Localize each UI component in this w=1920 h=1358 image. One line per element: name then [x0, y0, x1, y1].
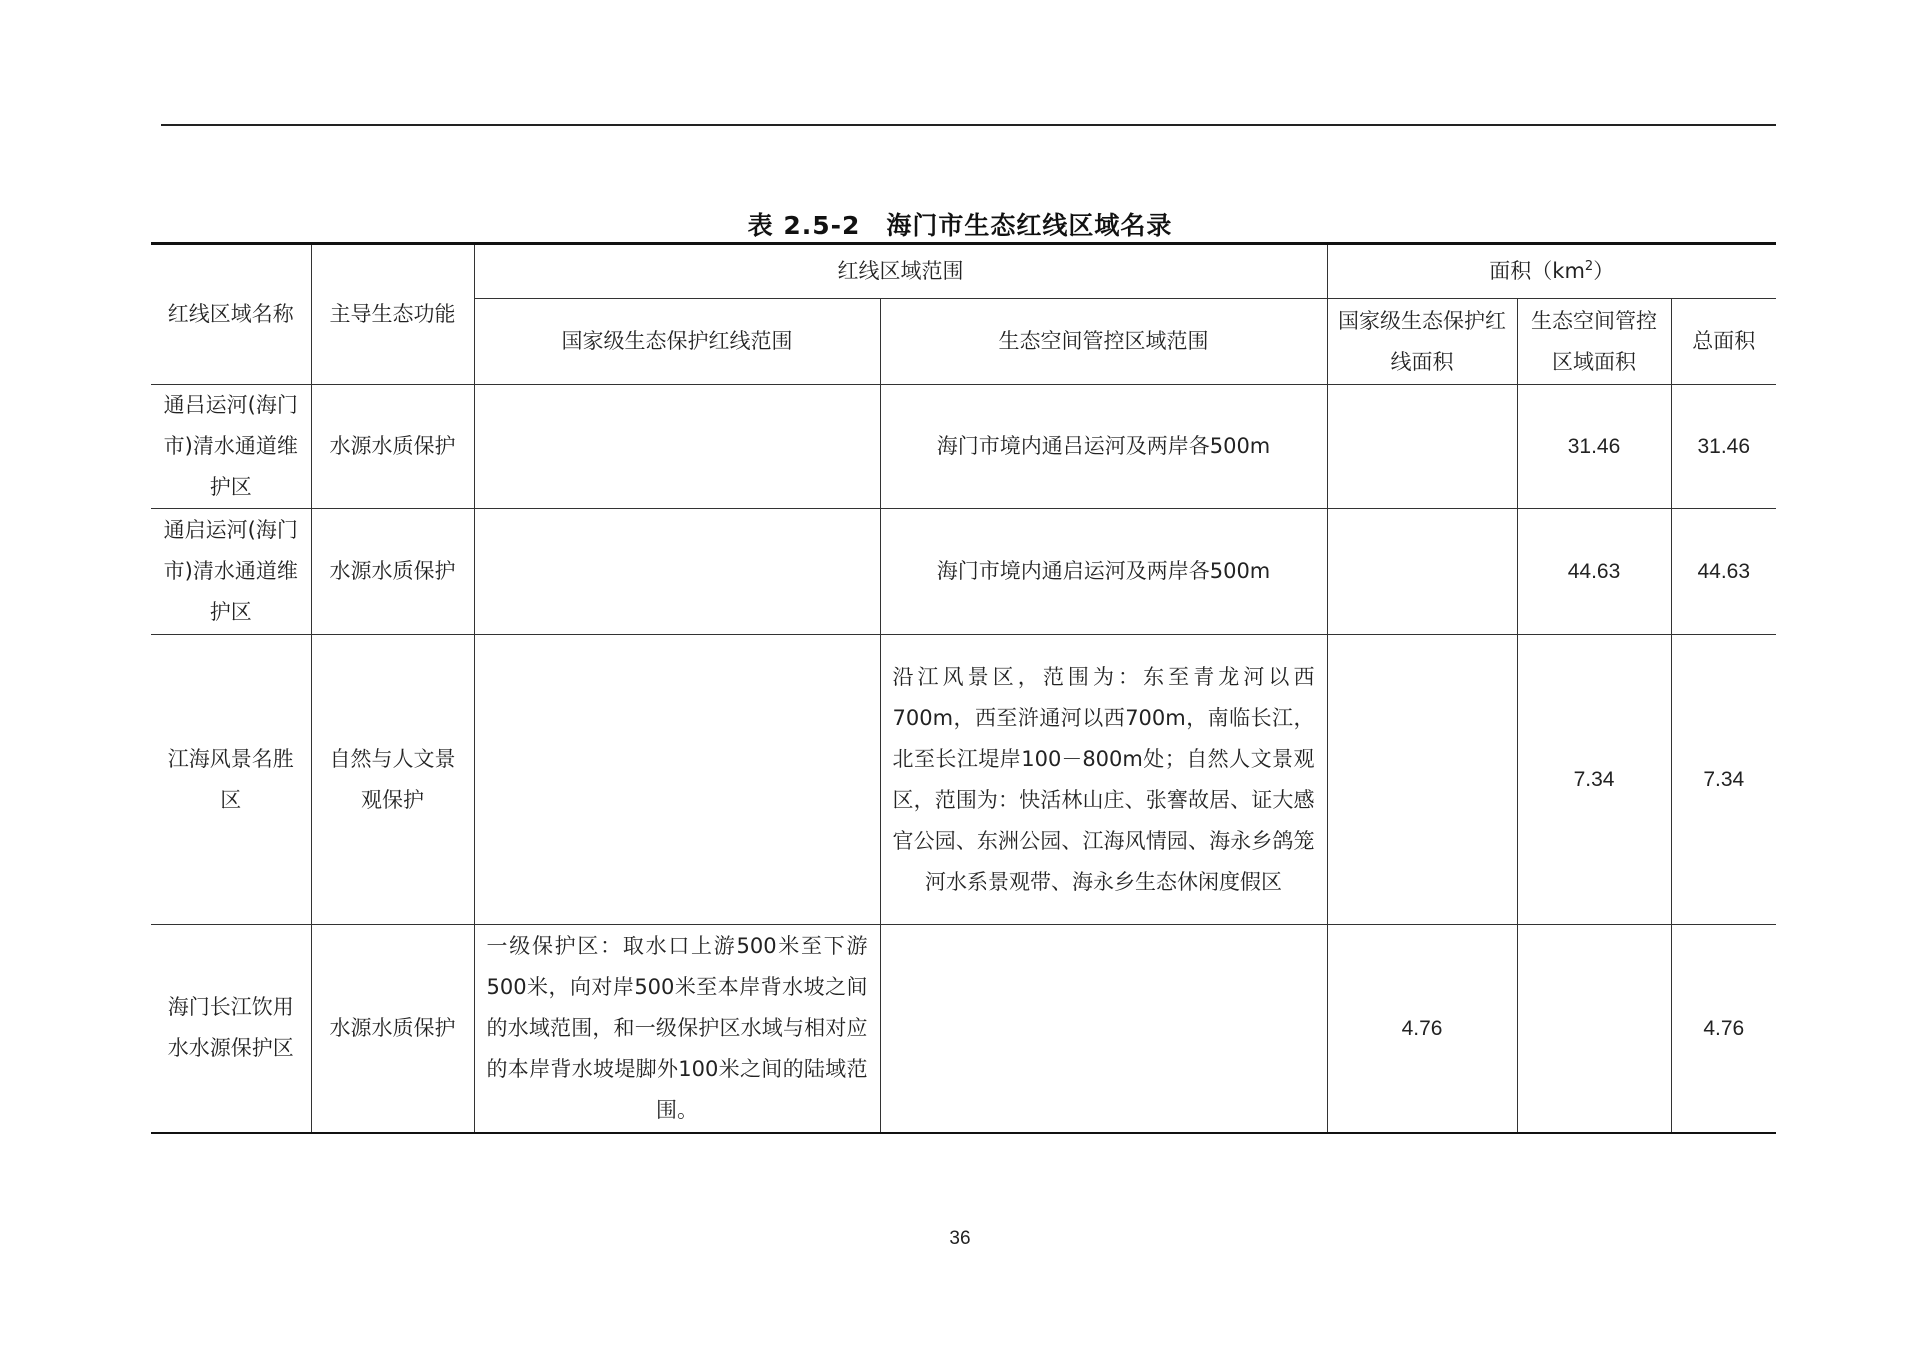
header-area-close: ） [1593, 259, 1615, 283]
cell-space-area: 7.34 [1517, 635, 1671, 925]
header-area-sup: 2 [1584, 259, 1594, 274]
cell-function: 水源水质保护 [311, 509, 474, 635]
cell-function: 水源水质保护 [311, 925, 474, 1133]
header-area-label: 面积（km [1489, 259, 1585, 283]
header-rule [161, 124, 1776, 126]
cell-total-area: 44.63 [1671, 509, 1776, 635]
cell-function: 自然与人文景观保护 [311, 635, 474, 925]
table-number: 表 2.5-2 [747, 211, 861, 240]
cell-zone-name: 海门长江饮用水水源保护区 [151, 925, 311, 1133]
cell-total-area: 31.46 [1671, 385, 1776, 509]
header-area-group [1327, 244, 1776, 299]
cell-zone-name: 通启运河(海门市)清水通道维护区 [151, 509, 311, 635]
cell-national-area [1327, 385, 1517, 509]
cell-zone-name: 通吕运河(海门市)清水通道维护区 [151, 385, 311, 509]
cell-national-range [474, 509, 880, 635]
header-zone-name: 红线区域名称 [151, 244, 311, 385]
cell-zone-name: 江海风景名胜区 [151, 635, 311, 925]
cell-national-area: 4.76 [1327, 925, 1517, 1133]
cell-space-range [880, 925, 1327, 1133]
cell-space-area: 44.63 [1517, 509, 1671, 635]
cell-space-area [1517, 925, 1671, 1133]
header-row-1 [151, 244, 1776, 299]
table-row [151, 509, 1776, 635]
cell-function: 水源水质保护 [311, 385, 474, 509]
cell-national-range [474, 385, 880, 509]
table-caption: 海门市生态红线区域名录 [886, 211, 1173, 240]
header-range-group: 红线区域范围 [474, 244, 1327, 299]
cell-total-area: 7.34 [1671, 635, 1776, 925]
header-total-area: 总面积 [1671, 299, 1776, 385]
table-row [151, 925, 1776, 1133]
page-number: 36 [949, 1228, 971, 1249]
table-row [151, 385, 1776, 509]
cell-space-range: 海门市境内通启运河及两岸各500m [880, 509, 1327, 635]
table-title [0, 206, 1920, 242]
cell-national-area [1327, 635, 1517, 925]
ecological-redline-table [151, 242, 1776, 1134]
cell-space-range: 海门市境内通吕运河及两岸各500m [880, 385, 1327, 509]
header-national-range: 国家级生态保护红线范围 [474, 299, 880, 385]
cell-national-area [1327, 509, 1517, 635]
cell-national-range [474, 635, 880, 925]
cell-space-range: 沿江风景区，范围为：东至青龙河以西700m，西至浒通河以西700m，南临长江，北至长江堤岸100－800m处；自然人文景观区，范围为：快活林山庄、张謇故居、证大感官公园、东洲公园、江海风情园、海永乡鸽笼河水系景观带、海永乡生态休闲度假区 [880, 635, 1327, 925]
header-national-area: 国家级生态保护红线面积 [1327, 299, 1517, 385]
cell-total-area: 4.76 [1671, 925, 1776, 1133]
cell-national-range: 一级保护区：取水口上游500米至下游500米，向对岸500米至本岸背水坡之间的水域范围，和一级保护区水域与相对应的本岸背水坡堤脚外100米之间的陆域范围。 [474, 925, 880, 1133]
cell-space-area: 31.46 [1517, 385, 1671, 509]
header-space-area: 生态空间管控区域面积 [1517, 299, 1671, 385]
header-space-range: 生态空间管控区域范围 [880, 299, 1327, 385]
header-function: 主导生态功能 [311, 244, 474, 385]
table-row [151, 635, 1776, 925]
